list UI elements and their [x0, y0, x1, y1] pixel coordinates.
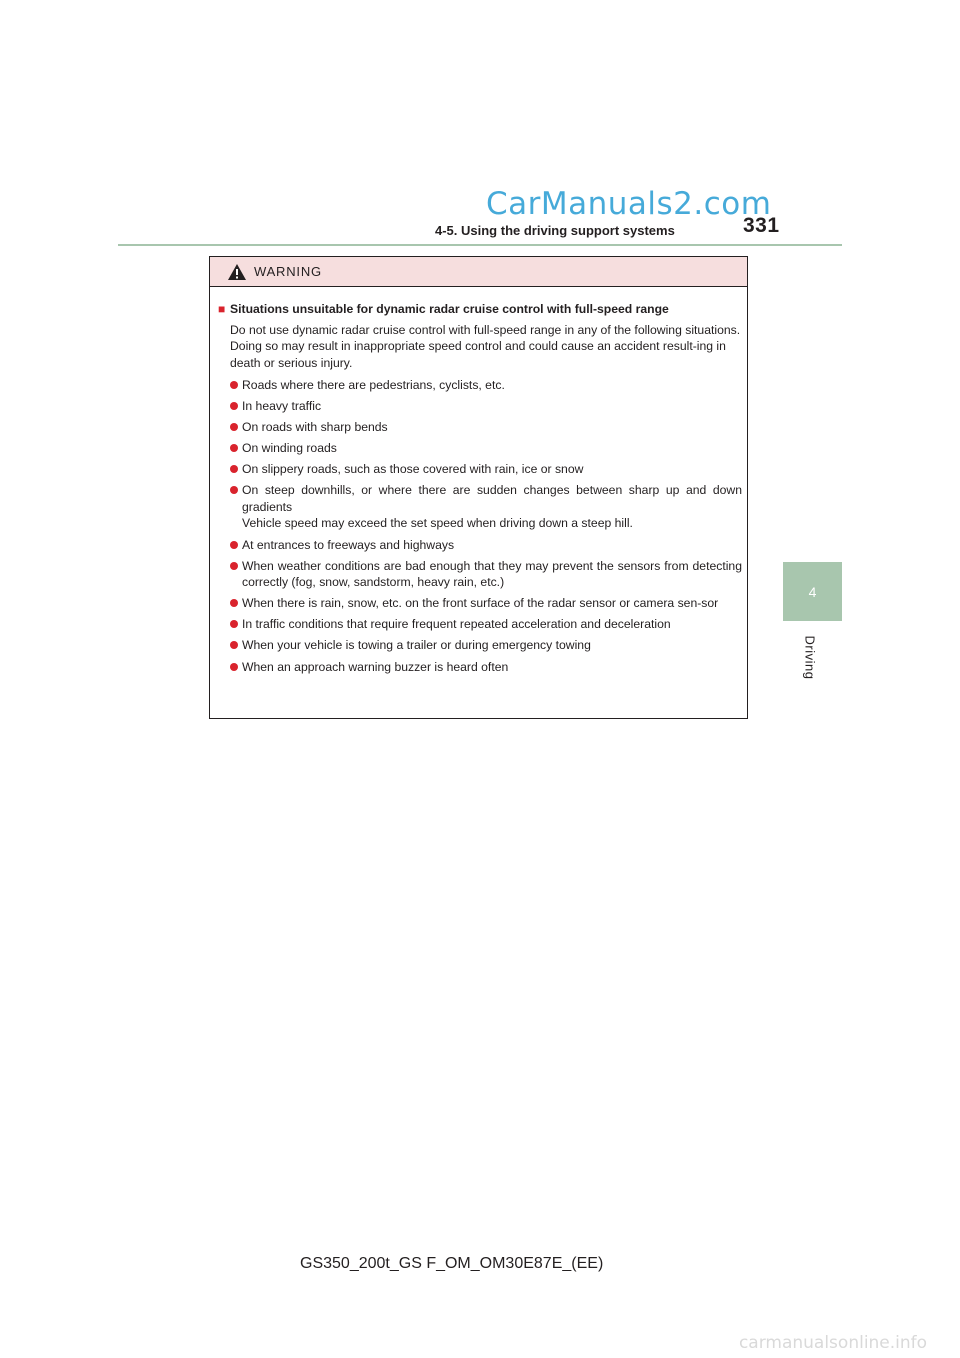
- warning-list: [218, 377, 742, 675]
- bullet-dot-icon: [230, 641, 238, 649]
- list-item-note: Vehicle speed may exceed the set speed when driving down a steep hill.: [242, 516, 633, 531]
- bullet-dot-icon: [230, 663, 238, 671]
- list-item: When your vehicle is towing a trailer or during emergency towing: [218, 637, 742, 654]
- list-item: In heavy traffic: [218, 398, 742, 415]
- list-item: On winding roads: [218, 440, 742, 457]
- list-item: On roads with sharp bends: [218, 419, 742, 436]
- document-code: GS350_200t_GS F_OM_OM30E87E_(EE): [300, 1255, 604, 1272]
- warning-section-heading: [218, 301, 742, 318]
- warning-intro-2: Doing so may result in inappropriate speed control and could cause an accident result-ing in death or serious injury.: [230, 339, 726, 370]
- bullet-dot-icon: [230, 541, 238, 549]
- warning-title: WARNING: [254, 264, 322, 279]
- list-item: In traffic conditions that require frequent repeated acceleration and deceleration: [218, 616, 742, 633]
- bullet-dot-icon: [230, 423, 238, 431]
- list-item: At entrances to freeways and highways: [218, 537, 742, 554]
- bullet-dot-icon: [230, 562, 238, 570]
- square-bullet-icon: ■: [218, 302, 226, 316]
- bullet-dot-icon: [230, 620, 238, 628]
- section-title: 4-5. Using the driving support systems: [435, 223, 675, 238]
- bullet-dot-icon: [230, 599, 238, 607]
- chapter-number-tab: 4: [783, 562, 842, 621]
- list-item: On slippery roads, such as those covered with rain, ice or snow: [218, 461, 742, 478]
- warning-body: [210, 287, 747, 675]
- bullet-dot-icon: [230, 381, 238, 389]
- warning-triangle-icon: [227, 263, 247, 281]
- warning-section-heading-text: Situations unsuitable for dynamic radar cruise control with full-speed range: [230, 302, 669, 316]
- warning-box: [209, 256, 748, 719]
- page-number: 331: [743, 214, 780, 237]
- list-item: Roads where there are pedestrians, cyclists, etc.: [218, 377, 742, 394]
- chapter-label-text: Driving: [802, 635, 818, 680]
- chapter-label: [802, 632, 822, 682]
- list-item: When weather conditions are bad enough that they may prevent the sensors from detecting correctly (fog, snow, sandstorm, heavy rain, etc.): [218, 558, 742, 591]
- bullet-dot-icon: [230, 486, 238, 494]
- list-item-text: On steep downhills, or where there are sudden changes between sharp up and down gradients: [242, 483, 742, 514]
- warning-header: [210, 257, 747, 287]
- list-item: When an approach warning buzzer is heard often: [218, 659, 742, 676]
- warning-intro: [218, 322, 742, 372]
- bullet-dot-icon: [230, 444, 238, 452]
- header-divider: [118, 244, 842, 246]
- carmanuals2-watermark: CarManuals2.com: [486, 186, 772, 222]
- carmanualsonline-watermark[interactable]: carmanualsonline.info: [706, 1328, 960, 1358]
- list-item: When there is rain, snow, etc. on the front surface of the radar sensor or camera sen-sor: [218, 595, 742, 612]
- bullet-dot-icon: [230, 402, 238, 410]
- list-item: [218, 482, 742, 532]
- warning-intro-1: Do not use dynamic radar cruise control with full-speed range in any of the following situations.: [230, 322, 741, 337]
- bullet-dot-icon: [230, 465, 238, 473]
